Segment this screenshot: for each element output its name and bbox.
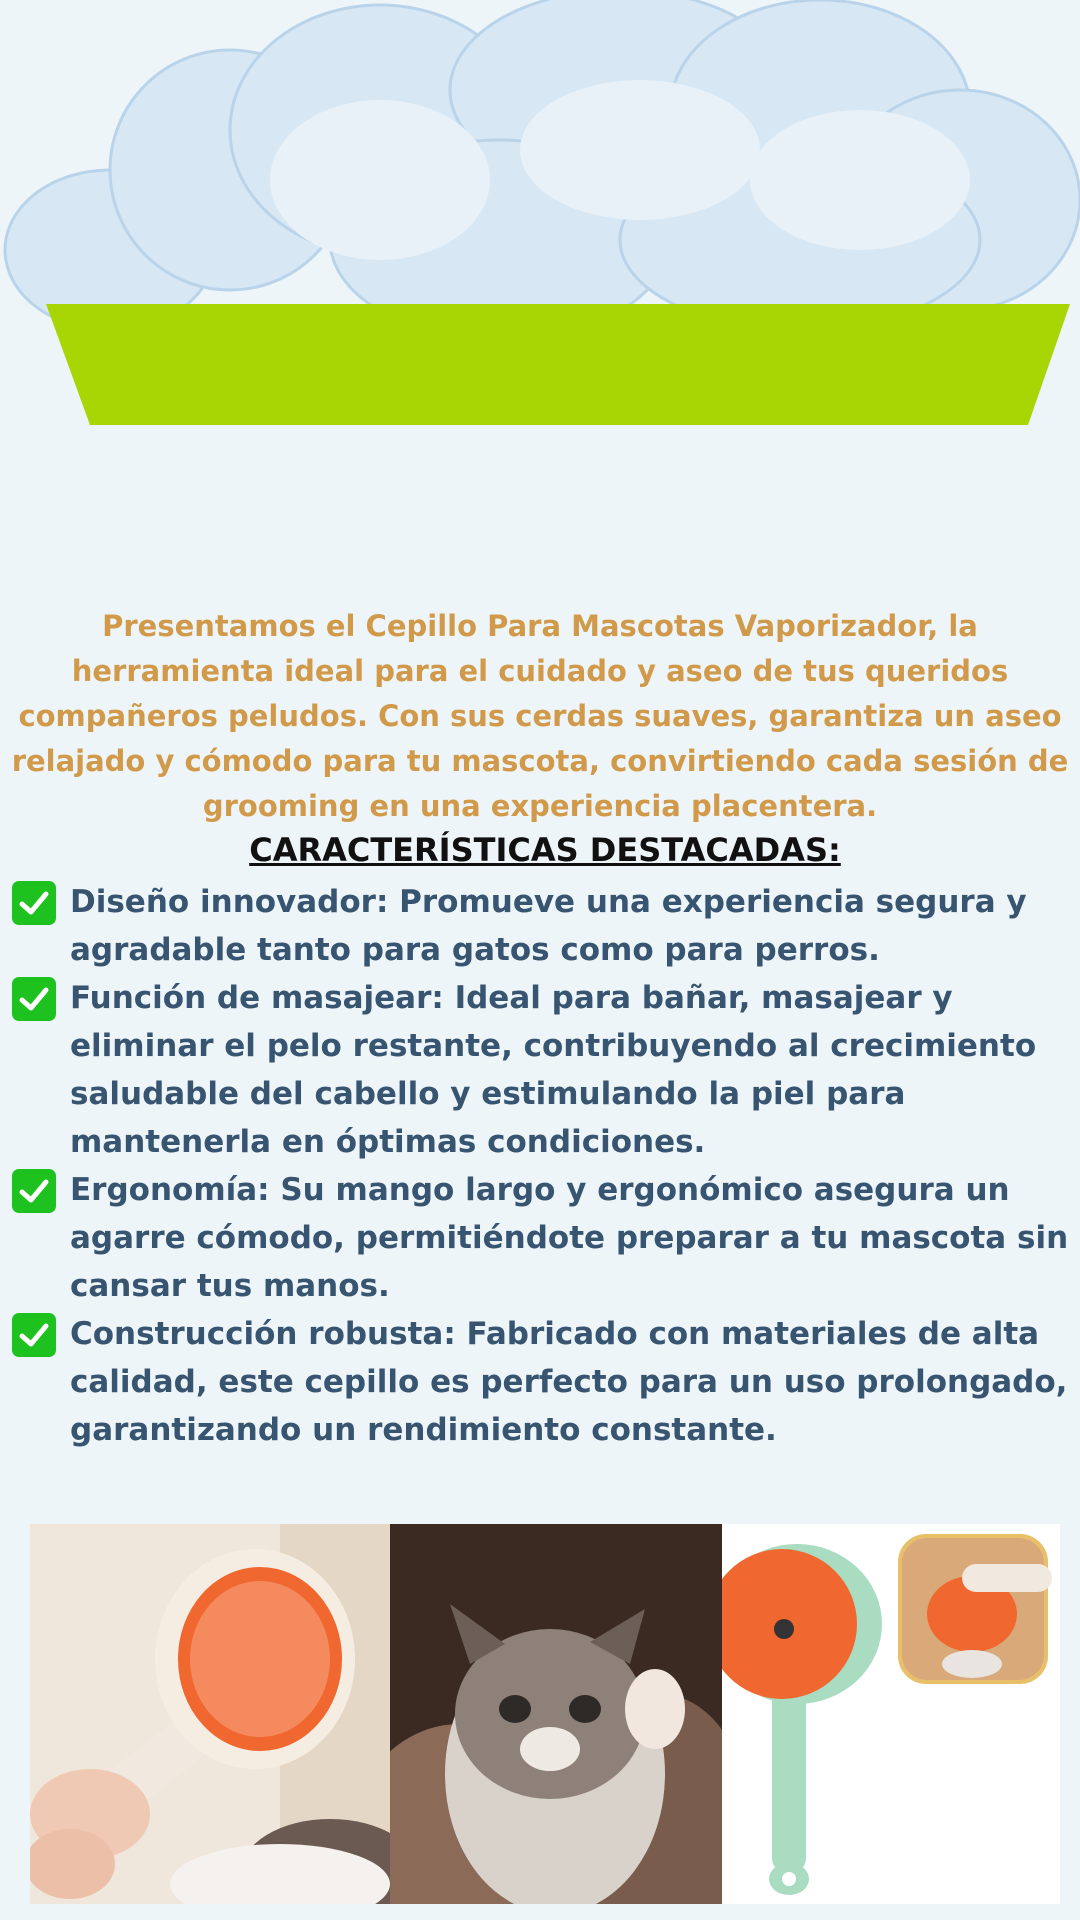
check-icon [12,881,56,925]
check-icon [12,1169,56,1213]
green-banner-shape [46,304,1070,425]
feature-text: Construcción robusta: Fabricado con materiales de alta calidad, este cepillo es perfecto para un uso prolongado, garantizando un rendimiento constante. [70,1316,1068,1448]
features-list [0,878,1080,1454]
header-banner [0,0,1080,440]
features-heading: CARACTERÍSTICAS DESTACADAS: [249,831,841,869]
feature-item [0,1310,1080,1454]
kitten-photo [390,1524,722,1904]
feature-text: Diseño innovador: Promueve una experiencia segura y agradable tanto para gatos como para perros. [70,884,1027,968]
feature-item [0,974,1080,1166]
intro-text: Presentamos el Cepillo Para Mascotas Vaporizador, la herramienta ideal para el cuidado y aseo de tus queridos compañeros peludos. Con sus cerdas suaves, garantiza un aseo relajado y cómodo para tu mascota, convirtiendo cada sesión de grooming en una experiencia placentera. [11,609,1069,823]
brush-in-hand-photo [30,1524,390,1904]
feature-text: Ergonomía: Su mango largo y ergonómico asegura un agarre cómodo, permitiéndote preparar a tu mascota sin cansar tus manos. [70,1172,1069,1304]
feature-item [0,878,1080,974]
feature-text: Función de masajear: Ideal para bañar, masajear y eliminar el pelo restante, contribuyendo al crecimiento saludable del cabello y estimulando la piel para mantenerla en óptimas condiciones. [70,980,1037,1160]
product-photo-strip [30,1524,1060,1904]
check-icon [12,1313,56,1357]
check-icon [12,977,56,1021]
feature-item [0,1166,1080,1310]
intro-paragraph [8,604,1072,829]
brush-product-photo [722,1524,1060,1904]
